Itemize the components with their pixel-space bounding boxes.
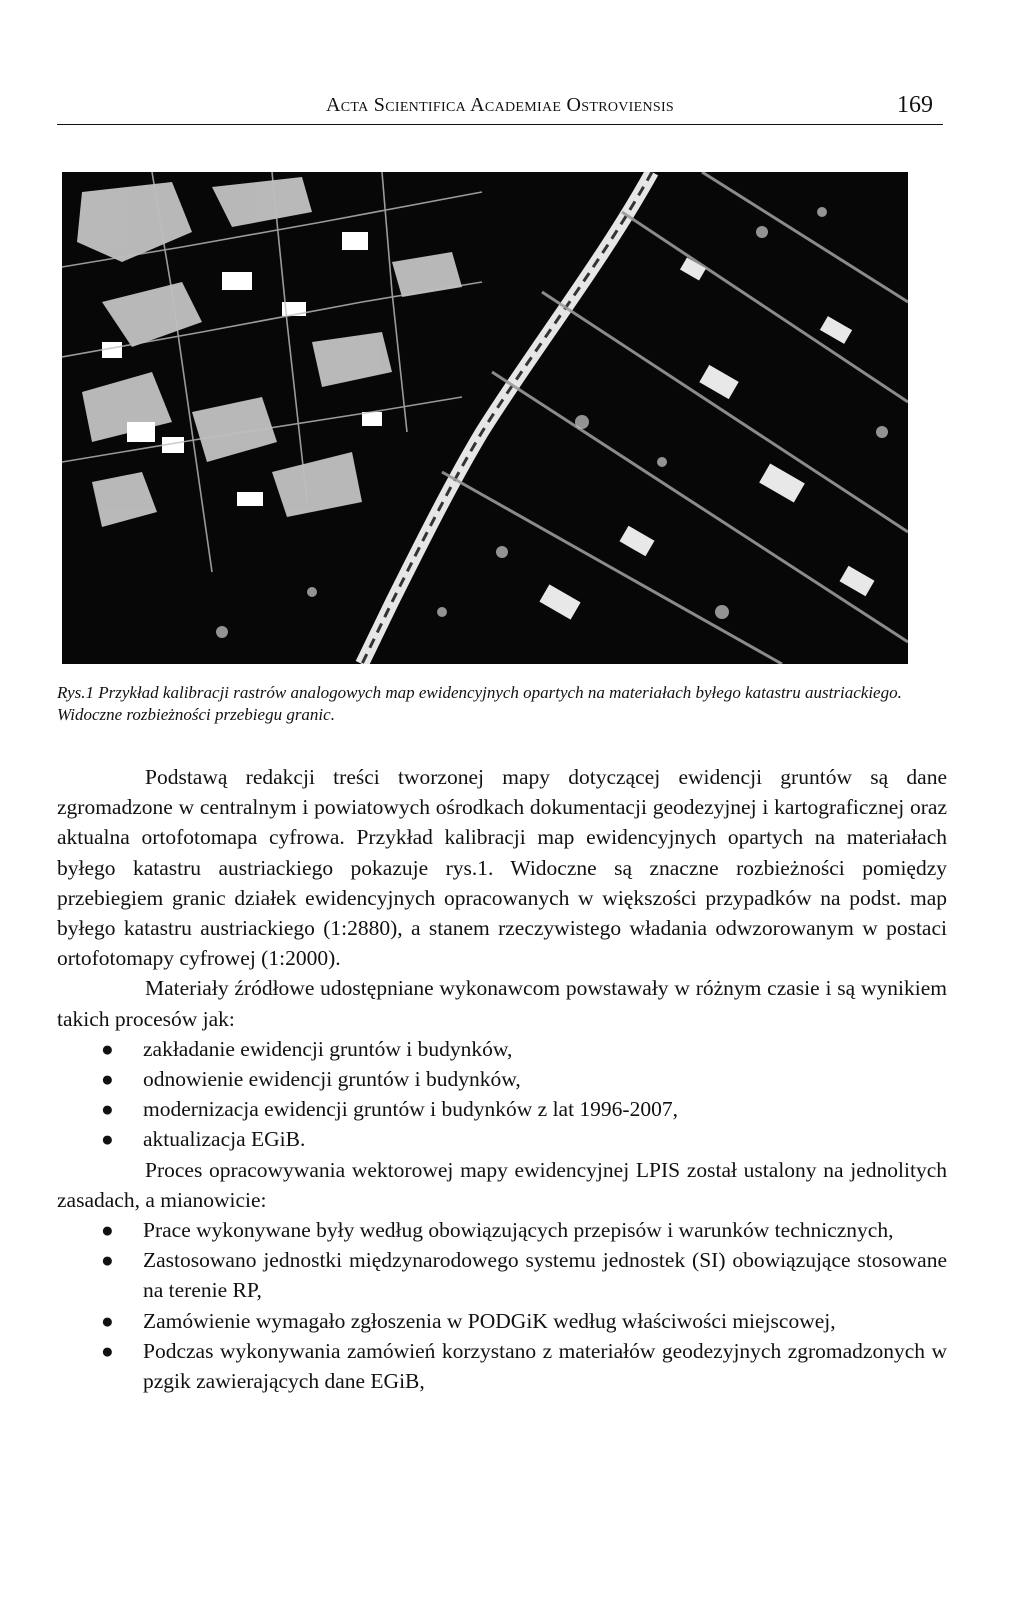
bullet-icon: ● xyxy=(101,1218,114,1243)
bullet-icon: ● xyxy=(101,1036,114,1061)
list-item: ● Podczas wykonywania zamówień korzystano z materiałów geodezyjnych zgromadzonych w pzgik zawierających dane EGiB, xyxy=(57,1336,947,1396)
bullet-icon: ● xyxy=(101,1127,114,1152)
bullet-icon: ● xyxy=(101,1248,114,1273)
list-item: ● zakładanie ewidencji gruntów i budynków, xyxy=(57,1034,947,1064)
caption-text: Przykład kalibracji rastrów analogowych map ewidencyjnych opartych na materiałach byłego katastru austriackiego. Widoczne rozbieżności przebiegu granic. xyxy=(57,683,902,724)
principles-list xyxy=(57,1215,947,1396)
list-item: ● modernizacja ewidencji gruntów i budynków z lat 1996-2007, xyxy=(57,1094,947,1124)
bullet-icon: ● xyxy=(101,1097,114,1122)
list-item: ● odnowienie ewidencji gruntów i budynków, xyxy=(57,1064,947,1094)
paragraph-1: Podstawą redakcji treści tworzonej mapy dotyczącej ewidencji gruntów są dane zgromadzone w centralnym i powiatowych ośrodkach dokumentacji geodezyjnej i kartograficznej oraz aktualna ortofotomapa cyfrowa. Przykład kalibracji map ewidencyjnych opartych na materiałach byłego katastru austriackiego pokazuje rys.1. Widoczne są znaczne rozbieżności pomiędzy przebiegiem granic działek ewidencyjnych opracowanych w większości przypadków na podst. map byłego katastru austriackiego (1:2880), a stanem rzeczywistego władania odwzorowanym w postaci ortofotomapy cyfrowej (1:2000). xyxy=(57,765,947,971)
list-item: ● Prace wykonywane były według obowiązujących przepisów i warunków technicznych, xyxy=(57,1215,947,1245)
caption-label: Rys.1 xyxy=(57,683,94,702)
paragraph-2: Materiały źródłowe udostępniane wykonawcom powstawały w różnym czasie i są wynikiem takich procesów jak: xyxy=(57,976,947,1031)
list-item: ● Zastosowano jednostki międzynarodowego systemu jednostek (SI) obowiązujące stosowane na terenie RP, xyxy=(57,1245,947,1305)
list-item: ● Zamówienie wymagało zgłoszenia w PODGiK według właściwości miejscowej, xyxy=(57,1306,947,1336)
list-item: ● aktualizacja EGiB. xyxy=(57,1124,947,1154)
bullet-icon: ● xyxy=(101,1067,114,1092)
orthophoto-image xyxy=(62,172,908,664)
aerial-orthophoto-figure xyxy=(62,172,908,664)
running-header xyxy=(57,90,943,125)
figure-caption xyxy=(57,682,947,726)
page-number: 169 xyxy=(897,92,933,118)
journal-title: Acta Scientifica Academiae Ostroviensis xyxy=(325,94,675,116)
bullet-icon: ● xyxy=(101,1338,114,1363)
bullet-icon: ● xyxy=(101,1308,114,1333)
paragraph-3: Proces opracowywania wektorowej mapy ewidencyjnej LPIS został ustalony na jednolitych zasadach, a mianowicie: xyxy=(57,1157,947,1212)
body-text xyxy=(57,762,947,1396)
process-list xyxy=(57,1034,947,1155)
